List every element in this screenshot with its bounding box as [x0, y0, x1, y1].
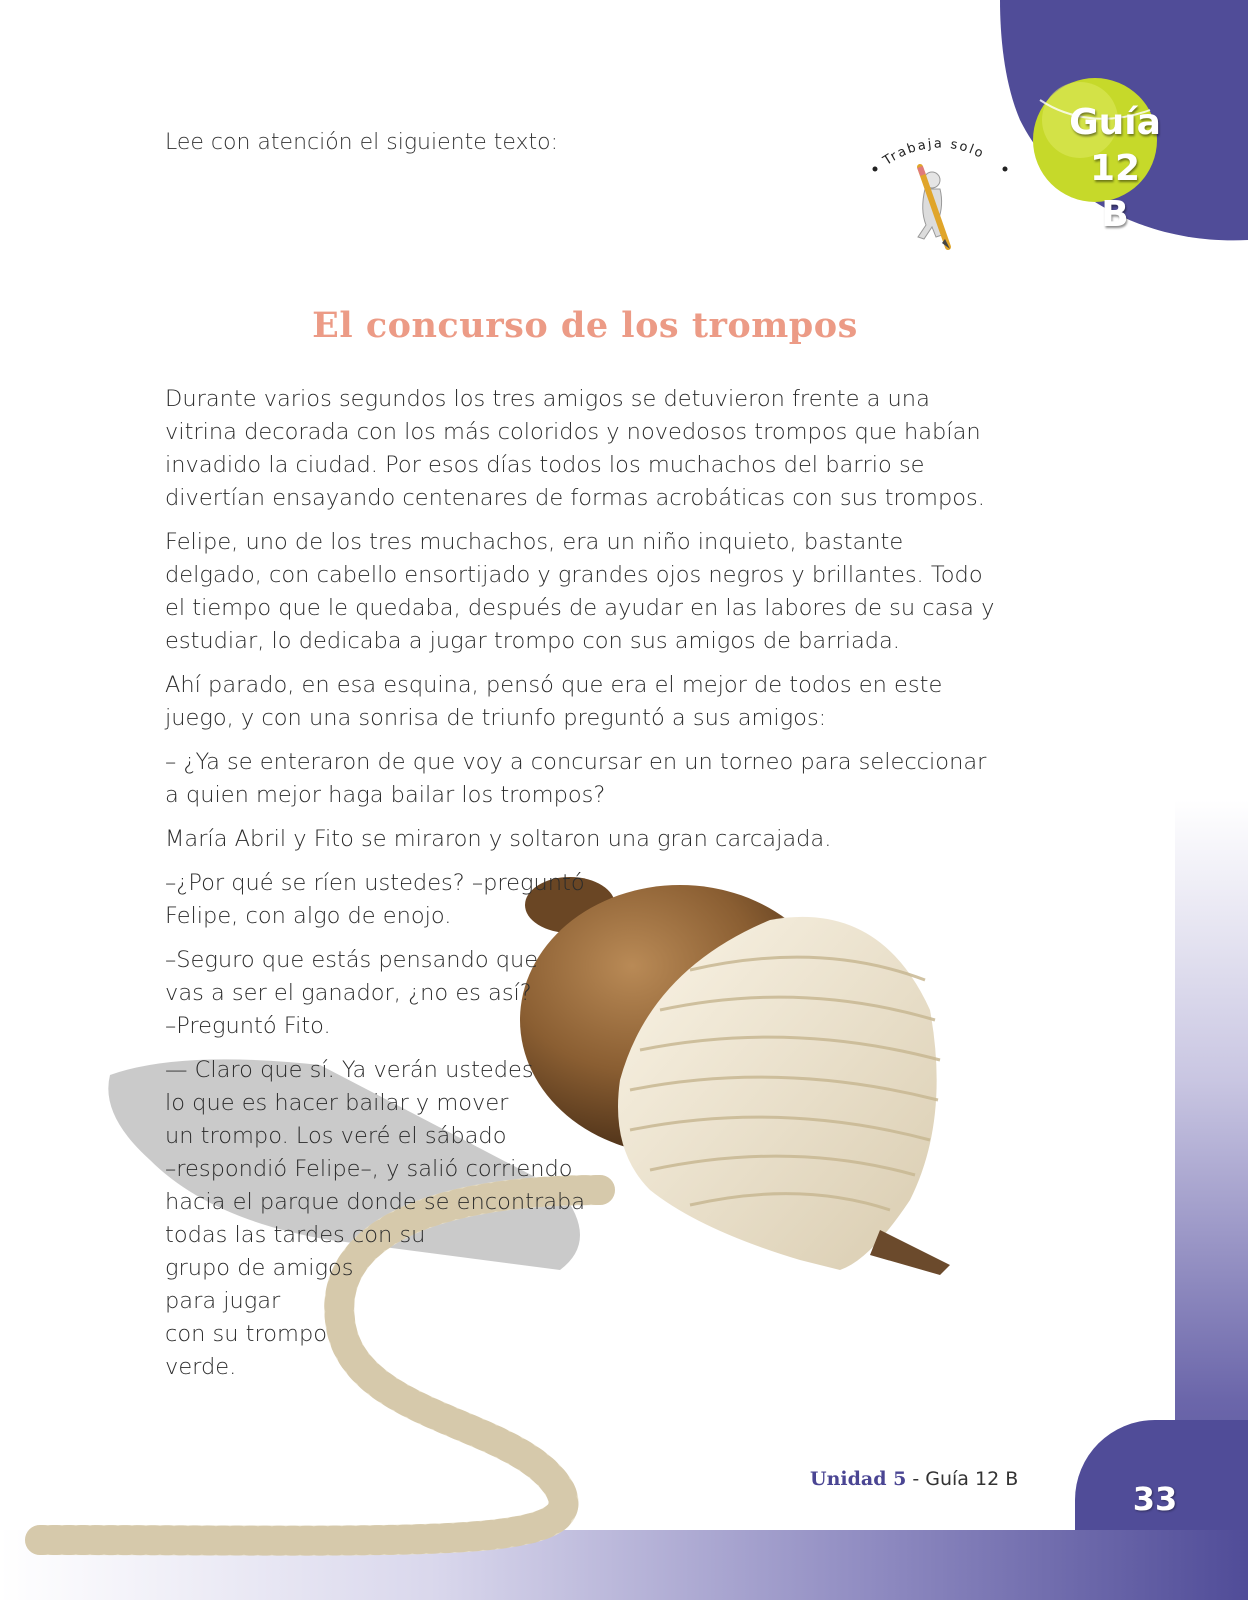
paragraph-5: María Abril y Fito se miraron y soltaron una gran carcajada.	[165, 826, 832, 852]
paragraph-6	[165, 867, 995, 933]
footer-guide: - Guía 12 B	[906, 1468, 1019, 1490]
paragraph-2: Felipe, uno de los tres muchachos, era un niño inquieto, bastante delgado, con cabello ensortijado y grandes ojos negros y brillantes. Todo el tiempo que le quedaba, después de ayudar en las labores de su casa y estudiar, lo dedicaba a jugar trompo con sus amigos de barriada.	[165, 529, 995, 654]
paragraph-3: Ahí parado, en esa esquina, pensó que era el mejor de todos en este juego, y con una sonrisa de triunfo preguntó a sus amigos:	[165, 672, 943, 731]
work-mode-label: Trabaja solo	[880, 136, 988, 169]
paragraph-8-line: –respondió Felipe–, y salió corriendo	[165, 1156, 573, 1182]
paragraph-8-line: con su trompo	[165, 1321, 327, 1347]
page-number: 33	[1132, 1480, 1178, 1518]
paragraph-8-line: verde.	[165, 1354, 237, 1380]
paragraph-8-line: lo que es hacer bailar y mover	[165, 1090, 509, 1116]
paragraph-8-line: — Claro que sí. Ya verán ustedes	[165, 1057, 534, 1083]
paragraph-6-line: Felipe, con algo de enojo.	[165, 903, 452, 929]
footer-unit: Unidad 5	[810, 1468, 907, 1490]
guide-badge-label	[1040, 100, 1190, 238]
work-alone-icon	[870, 125, 1010, 255]
guide-badge-line2: B	[1101, 194, 1129, 235]
intro-instruction: Lee con atención el siguiente texto:	[165, 130, 559, 155]
footer-unit-guide	[810, 1468, 1018, 1490]
paragraph-7	[165, 944, 995, 1043]
paragraph-8-line: todas las tardes con su	[165, 1222, 426, 1248]
paragraph-6-line: –¿Por qué se ríen ustedes? –preguntó	[165, 870, 585, 896]
story-body	[165, 383, 995, 1395]
paragraph-8-line: un trompo. Los veré el sábado	[165, 1123, 507, 1149]
pencil-figure-icon	[918, 167, 950, 249]
paragraph-1: Durante varios segundos los tres amigos se detuvieron frente a una vitrina decorada con los más coloridos y novedosos trompos que habían invadido la ciudad. Por esos días todos los muchachos del barrio se divertían ensayando centenares de formas acrobáticas con sus trompos.	[165, 386, 985, 511]
paragraph-8	[165, 1054, 995, 1384]
paragraph-8-line: para jugar	[165, 1288, 281, 1314]
paragraph-8-line: hacia el parque donde se encontraba	[165, 1189, 586, 1215]
guide-badge-line1: Guía 12	[1069, 102, 1161, 189]
paragraph-4: – ¿Ya se enteraron de que voy a concursar en un torneo para seleccionar a quien mejor haga bailar los trompos?	[165, 749, 987, 808]
story-title: El concurso de los trompos	[312, 305, 858, 346]
svg-text:Trabaja solo	[880, 136, 987, 169]
paragraph-7-line: vas a ser el ganador, ¿no es así?	[165, 980, 532, 1006]
paragraph-7-line: –Seguro que estás pensando que	[165, 947, 539, 973]
paragraph-8-line: grupo de amigos	[165, 1255, 354, 1281]
paragraph-7-line: –Preguntó Fito.	[165, 1013, 331, 1039]
